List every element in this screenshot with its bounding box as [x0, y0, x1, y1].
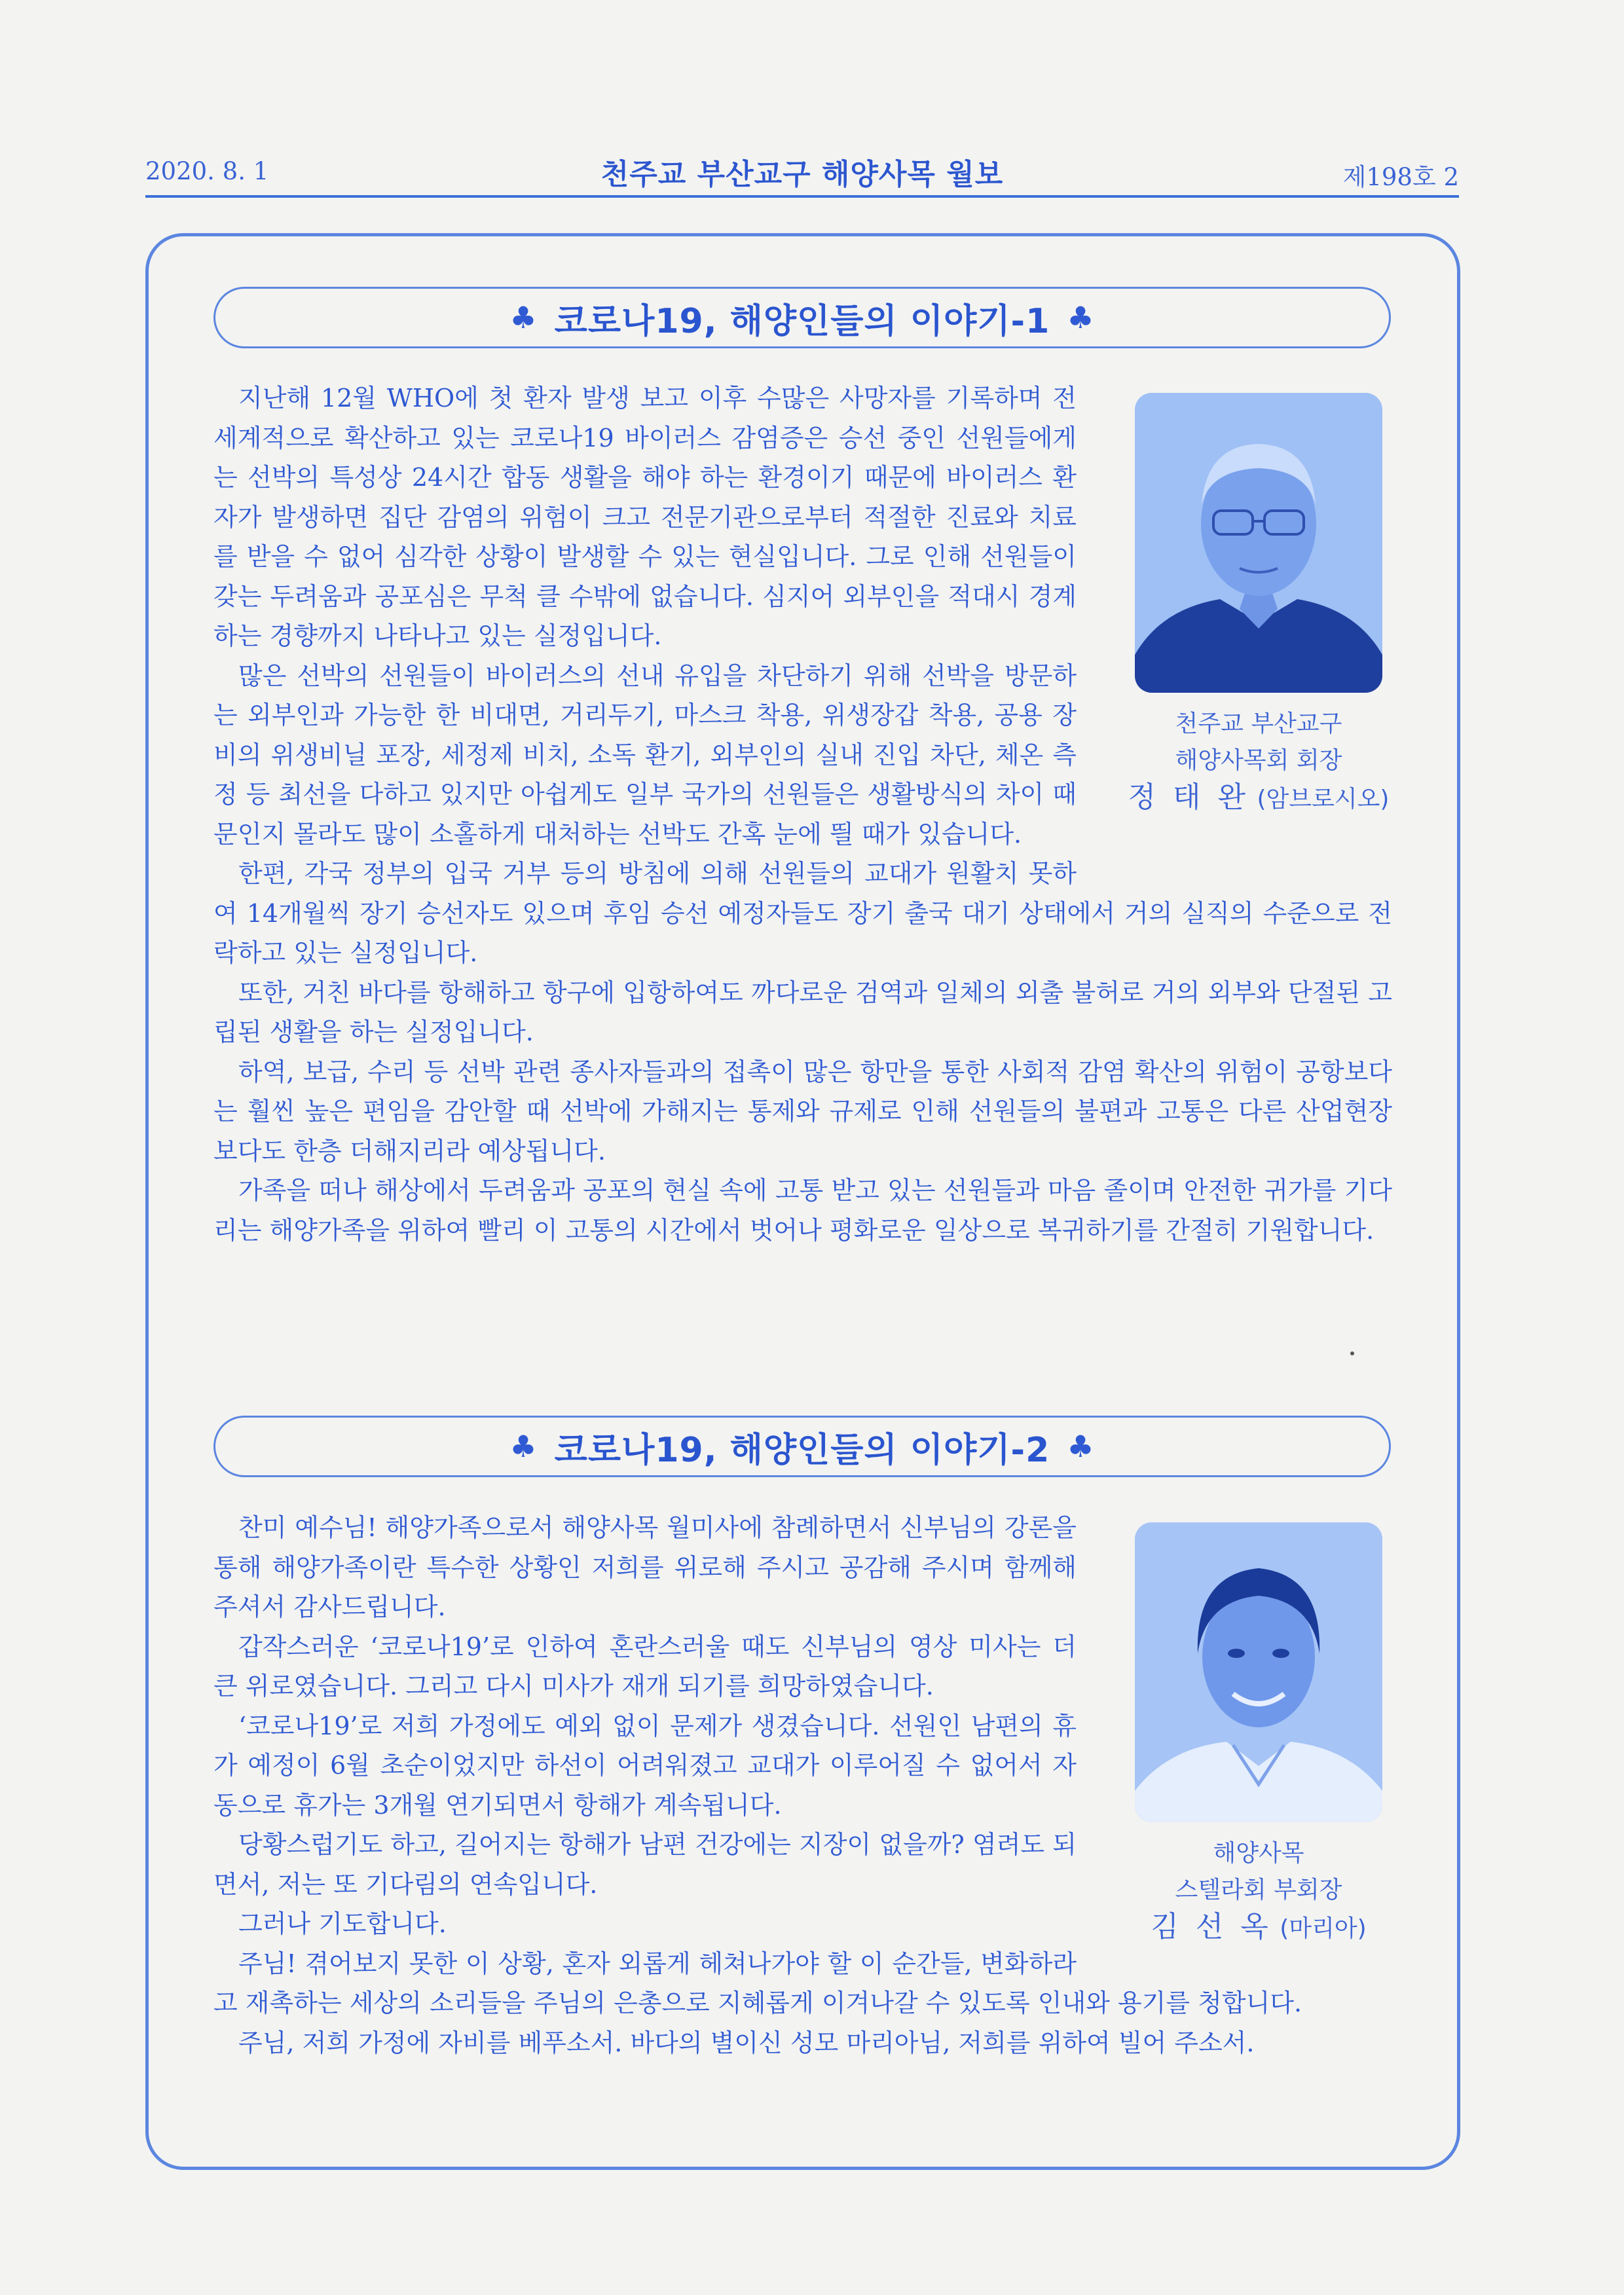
issue-date: 2020. 8. 1 [145, 157, 269, 185]
section1-banner [213, 287, 1391, 348]
section2-paragraph: 당황스럽기도 하고, 길어지는 항해가 남편 건강에는 지장이 없을까? 염려도 되면서, 저는 또 기다림의 연속입니다. [213, 1830, 1077, 1899]
author2-name: 김 선 옥 [1151, 1910, 1272, 1943]
author1-caption [1128, 706, 1390, 818]
newsletter-title: 천주교 부산교구 해양사목 월보 [600, 158, 1004, 191]
club-suit-icon: ♣ [509, 1429, 538, 1464]
section1-paragraph: 또한, 거친 바다를 항해하고 항구에 입항하여도 까다로운 검역과 일체의 외출 불허로 거의 외부와 단절된 고립된 생활을 하는 실정입니다. [213, 978, 1392, 1046]
club-suit-icon: ♣ [1067, 300, 1095, 335]
section1-paragraph: 한편, 각국 정부의 입국 거부 등의 방침에 의해 선원들의 교대가 원활치 못하여 14개월씩 장기 승선자도 있으며 후임 승선 예정자들도 장기 출국 대기 상태에서 거의 실직의 수준으로 전락하고 있는 실정입니다. [213, 859, 1392, 967]
author2-block [1128, 1508, 1390, 1981]
man-portrait-icon [1135, 393, 1382, 693]
issue-number: 제198호 2 [1342, 163, 1459, 191]
section2-paragraph: 찬미 예수님! 해양가족으로서 해양사목 월미사에 참례하면서 신부님의 강론을 통해 해양가족이란 특수한 상황인 저희를 위로해 주시고 공감해 주시며 함께해 주셔서 감사드립니다. [213, 1513, 1077, 1621]
author2-photo [1135, 1522, 1382, 1822]
author1-block [1128, 378, 1390, 864]
author2-baptism: (마리아) [1280, 1915, 1367, 1942]
author2-role: 스텔라회 부회장 [1175, 1877, 1342, 1903]
page-header [145, 149, 1459, 198]
club-suit-icon: ♣ [1067, 1429, 1095, 1464]
scan-speck [1350, 1351, 1354, 1355]
author1-photo [1135, 393, 1382, 693]
section2-paragraph: 갑작스러운 ‘코로나19’로 인하여 혼란스러울 때도 신부님의 영상 미사는 더 큰 위로였습니다. 그리고 다시 미사가 재개 되기를 희망하였습니다. [213, 1632, 1077, 1700]
author2-caption [1128, 1835, 1390, 1947]
woman-portrait-icon [1135, 1522, 1382, 1822]
section1-paragraph: 지난해 12월 WHO에 첫 환자 발생 보고 이후 수많은 사망자를 기록하며 전 세계적으로 확산하고 있는 코로나19 바이러스 감염증은 승선 중인 선원들에게는 선박의 특성상 24시간 합동 생활을 해야 하는 환경이기 때문에 바이러스 환자가 발생하면 집단 감염의 위험이 크고 전문기관으로부터 적절한 진료와 치료를 받을 수 없어 심각한 상황이 발생할 수 있는 현실입니다. 그로 인해 선원들이 갖는 두려움과 공포심은 무척 클 수밖에 없습니다. 심지어 외부인을 적대시 경계하는 경향까지 나타나고 있는 실정입니다. [213, 384, 1077, 650]
author1-name: 정 태 완 [1128, 780, 1250, 814]
section2-banner [213, 1416, 1391, 1477]
section1-body [213, 378, 1392, 1250]
section2-paragraph: 주님, 저희 가정에 자비를 베푸소서. 바다의 별이신 성모 마리아님, 저희를 위하여 빌어 주소서. [238, 2028, 1255, 2057]
section2-paragraph: ‘코로나19’로 저희 가정에도 예외 없이 문제가 생겼습니다. 선원인 남편의 휴가 예정이 6월 초순이었지만 하선이 어려워졌고 교대가 이루어질 수 없어서 자동으로 휴가는 3개월 연기되면서 항해가 계속됩니다. [213, 1711, 1077, 1820]
section2-title: 코로나19, 해양인들의 이야기-2 [554, 1430, 1050, 1470]
author1-org: 천주교 부산교구 [1175, 710, 1342, 737]
section1-paragraph: 가족을 떠나 해상에서 두려움과 공포의 현실 속에 고통 받고 있는 선원들과 마음 졸이며 안전한 귀가를 기다리는 해양가족을 위하여 빨리 이 고통의 시간에서 벗어나 평화로운 일상으로 복귀하기를 간절히 기원합니다. [213, 1176, 1392, 1245]
club-suit-icon: ♣ [509, 300, 538, 335]
section1-paragraph: 하역, 보급, 수리 등 선박 관련 종사자들과의 접촉이 많은 항만을 통한 사회적 감염 확산의 위험이 공항보다는 훨씬 높은 편임을 감안할 때 선박에 가해지는 통제와 규제로 인해 선원들의 불편과 고통은 다른 산업현장 보다도 한층 더해지리라 예상됩니다. [213, 1057, 1392, 1166]
author1-baptism: (암브로시오) [1257, 786, 1390, 813]
author1-role: 해양사목회 회장 [1175, 747, 1342, 774]
section2-paragraph: 그러나 기도합니다. [238, 1909, 447, 1938]
section1-paragraph: 많은 선박의 선원들이 바이러스의 선내 유입을 차단하기 위해 선박을 방문하는 외부인과 가능한 한 비대면, 거리두기, 마스크 착용, 위생장갑 착용, 공용 장비의 위생비닐 포장, 세정제 비치, 소독 환기, 외부인의 실내 진입 차단, 체온 측정 등 최선을 다하고 있지만 아쉽게도 일부 국가의 선원들은 생활방식의 차이 때문인지 몰라도 많이 소홀하게 대처하는 선박도 간혹 눈에 띌 때가 있습니다. [213, 661, 1077, 849]
section1-title: 코로나19, 해양인들의 이야기-1 [554, 301, 1050, 341]
section2-body [213, 1508, 1392, 2063]
section2-paragraph: 주님! 겪어보지 못한 이 상황, 혼자 외롭게 헤쳐나가야 할 이 순간들, 변화하라고 재촉하는 세상의 소리들을 주님의 은총으로 지혜롭게 이겨나갈 수 있도록 인내와 용기를 청합니다. [213, 1949, 1302, 2017]
author2-org: 해양사목 [1213, 1840, 1304, 1867]
